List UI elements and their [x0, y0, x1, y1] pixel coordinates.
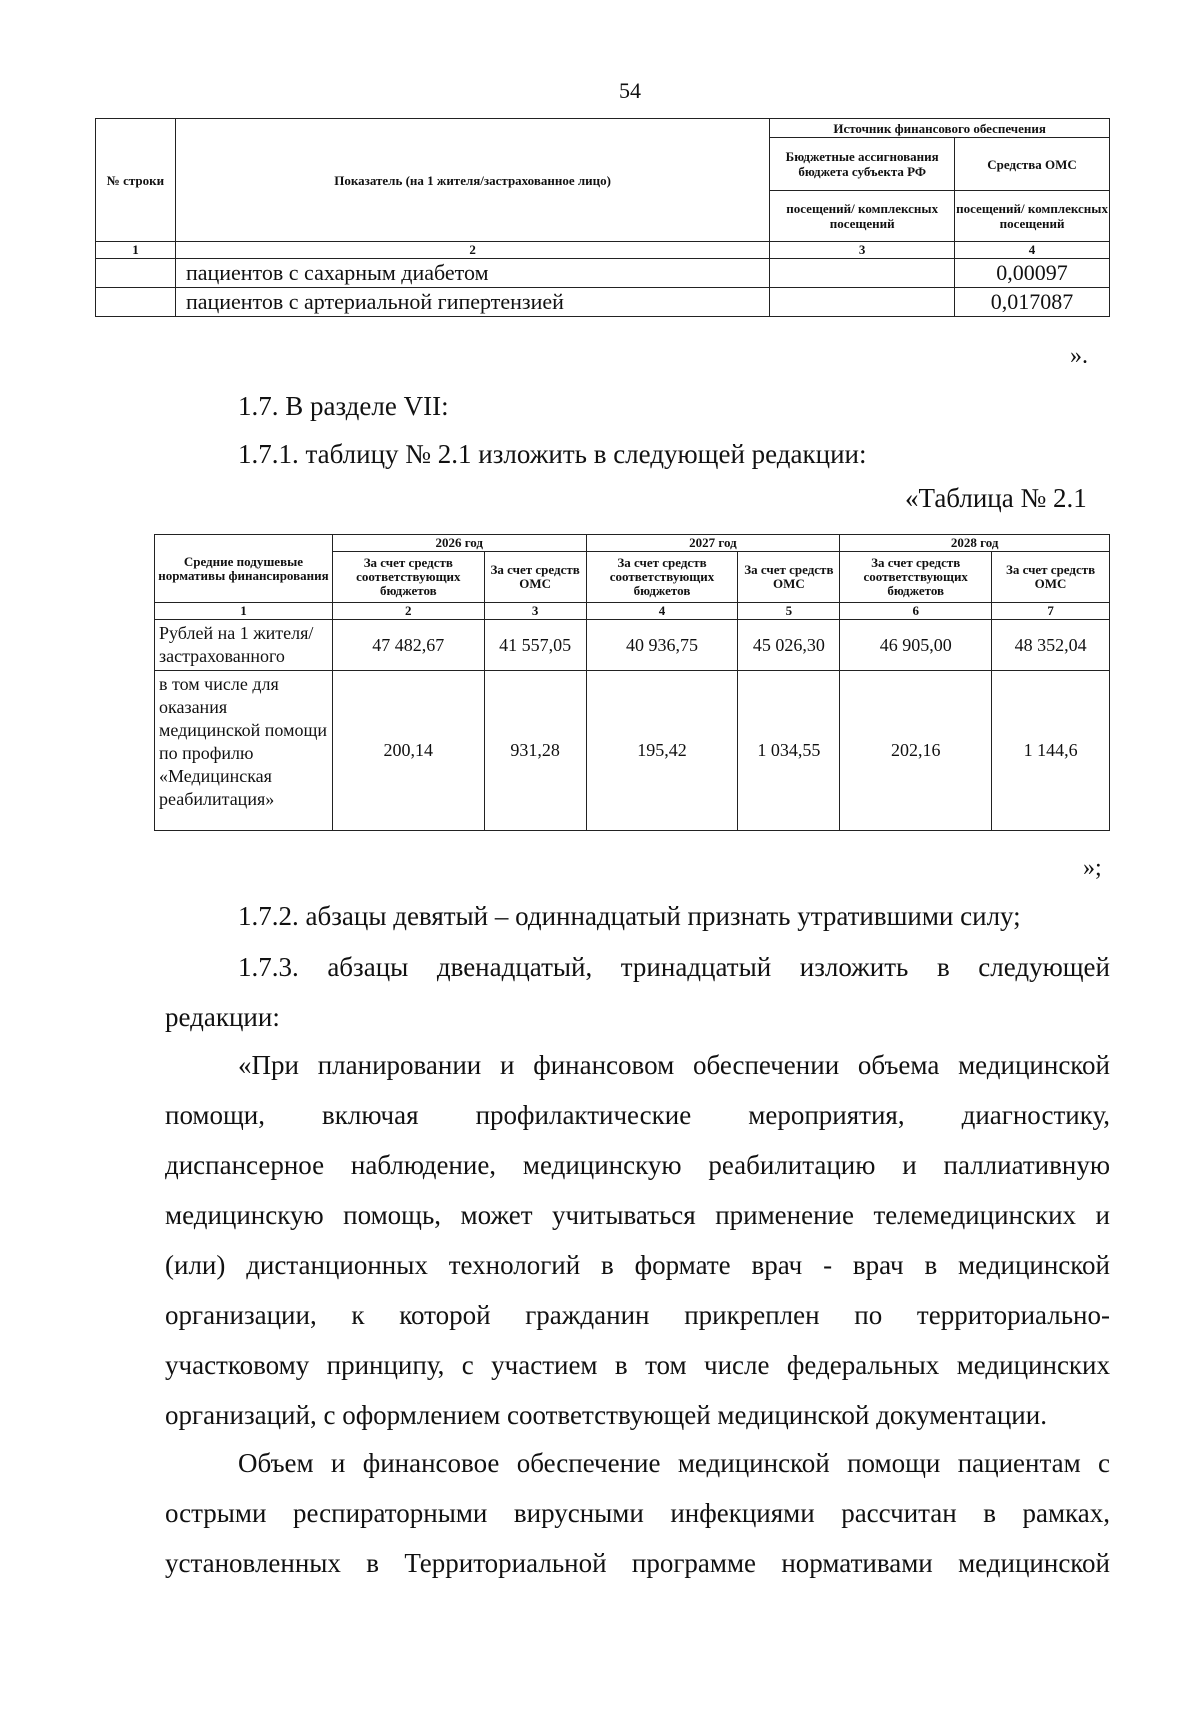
table-2-1: [154, 534, 1110, 831]
table-row: [96, 259, 1110, 288]
row-no-cell: [96, 259, 176, 288]
paragraph-line: участковому принципу, с участием в том числе федеральных медицинских: [165, 1350, 1110, 1380]
row-budget-value: [770, 288, 955, 317]
page-number: 54: [619, 78, 641, 103]
index-cell: 5: [738, 603, 840, 620]
item-1-7-3: [165, 942, 1110, 1042]
table-caption: «Таблица № 2.1: [905, 483, 1087, 513]
header-oms: Средства ОМС: [955, 138, 1110, 191]
index-cell: 4: [586, 603, 738, 620]
index-cell: 3: [484, 603, 586, 620]
row-value: 931,28: [484, 671, 586, 831]
row-budget-value: [770, 259, 955, 288]
index-cell: 1: [96, 242, 176, 259]
table-visit-norms: [95, 118, 1110, 317]
row-value: 45 026,30: [738, 620, 840, 671]
paragraph-line: организаций, с оформлением соответствующей медицинской документации.: [165, 1400, 1047, 1430]
header-year: 2026 год: [332, 535, 586, 552]
header-oms-col: За счет средств ОМС: [484, 552, 586, 603]
header-year: 2027 год: [586, 535, 840, 552]
row-value: 41 557,05: [484, 620, 586, 671]
row-oms-value: 0,00097: [955, 259, 1110, 288]
item-1-7-3-line: редакции:: [165, 1002, 280, 1032]
row-value: 40 936,75: [586, 620, 738, 671]
item-1-7-1: 1.7.1. таблицу № 2.1 изложить в следующей редакции:: [238, 439, 867, 469]
header-year: 2028 год: [840, 535, 1110, 552]
row-label: пациентов с артериальной гипертензией: [175, 288, 769, 317]
header-source: Источник финансового обеспечения: [770, 119, 1110, 138]
header-indicator: Показатель (на 1 жителя/застрахованное лицо): [175, 119, 769, 242]
paragraph-line: диспансерное наблюдение, медицинскую реабилитацию и паллиативную: [165, 1150, 1110, 1180]
table-row: [155, 671, 1110, 831]
paragraph-respiratory: [165, 1438, 1110, 1588]
paragraph-line: медицинскую помощь, может учитываться применение телемедицинских и: [165, 1200, 1110, 1230]
paragraph-line: «При планировании и финансовом обеспечении объема медицинской: [238, 1050, 1110, 1080]
header-budget-col: За счет средств соответствующих бюджетов: [586, 552, 738, 603]
header-corner: Средние подушевые нормативы финансирования: [155, 535, 333, 603]
paragraph-telemedicine: [165, 1040, 1110, 1440]
index-cell: 6: [840, 603, 992, 620]
table1-closing-quote: ».: [1070, 343, 1088, 369]
section-heading: 1.7. В разделе VII:: [238, 391, 449, 421]
row-label: Рублей на 1 жителя/ застрахованного: [155, 620, 333, 671]
paragraph-line: помощи, включая профилактические мероприятия, диагностику,: [165, 1100, 1110, 1130]
row-value: 48 352,04: [992, 620, 1110, 671]
row-value: 195,42: [586, 671, 738, 831]
header-oms-col: За счет средств ОМС: [992, 552, 1110, 603]
paragraph-line: острыми респираторными вирусными инфекциями рассчитан в рамках,: [165, 1498, 1110, 1528]
header-oms-unit: посещений/ комплексных посещений: [955, 191, 1110, 242]
row-no-cell: [96, 288, 176, 317]
header-budget-unit: посещений/ комплексных посещений: [770, 191, 955, 242]
row-value: 202,16: [840, 671, 992, 831]
table2-closing-quote: »;: [1083, 855, 1102, 881]
header-budget: Бюджетные ассигнования бюджета субъекта РФ: [770, 138, 955, 191]
row-value: 1 144,6: [992, 671, 1110, 831]
row-value: 200,14: [332, 671, 484, 831]
row-label: в том числе для оказания медицинской помощи по профилю «Медицинская реабилитация»: [155, 671, 333, 831]
table-row: [155, 620, 1110, 671]
table-row: [96, 288, 1110, 317]
header-budget-col: За счет средств соответствующих бюджетов: [840, 552, 992, 603]
index-cell: 4: [955, 242, 1110, 259]
paragraph-line: организации, к которой гражданин прикреплен по территориально-: [165, 1300, 1110, 1330]
index-cell: 2: [175, 242, 769, 259]
row-value: 46 905,00: [840, 620, 992, 671]
row-oms-value: 0,017087: [955, 288, 1110, 317]
header-row-no: № строки: [96, 119, 176, 242]
item-1-7-3-line: 1.7.3. абзацы двенадцатый, тринадцатый изложить в следующей: [238, 952, 1110, 982]
row-label: пациентов с сахарным диабетом: [175, 259, 769, 288]
index-cell: 2: [332, 603, 484, 620]
paragraph-line: установленных в Территориальной программе нормативами медицинской: [165, 1548, 1110, 1578]
header-budget-col: За счет средств соответствующих бюджетов: [332, 552, 484, 603]
index-cell: 3: [770, 242, 955, 259]
paragraph-line: Объем и финансовое обеспечение медицинской помощи пациентам с: [238, 1448, 1110, 1478]
index-cell: 7: [992, 603, 1110, 620]
row-value: 1 034,55: [738, 671, 840, 831]
header-oms-col: За счет средств ОМС: [738, 552, 840, 603]
row-value: 47 482,67: [332, 620, 484, 671]
paragraph-line: (или) дистанционных технологий в формате врач - врач в медицинской: [165, 1250, 1110, 1280]
index-cell: 1: [155, 603, 333, 620]
item-1-7-2: 1.7.2. абзацы девятый – одиннадцатый признать утратившими силу;: [238, 901, 1021, 931]
